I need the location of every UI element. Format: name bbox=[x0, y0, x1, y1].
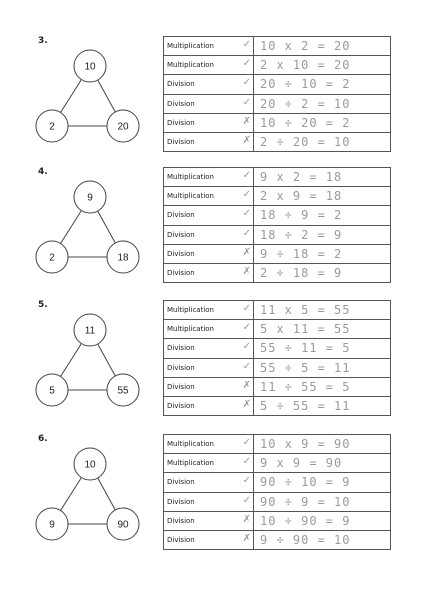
table-row bbox=[164, 132, 391, 151]
table-row bbox=[164, 377, 391, 396]
answer-cell: 11 x 5 = 55 bbox=[254, 301, 391, 320]
table-row bbox=[164, 435, 391, 454]
node-value-left: 2 bbox=[49, 252, 55, 264]
answer-cell: 5 ÷ 55 = 11 bbox=[254, 396, 391, 415]
triangle-edge bbox=[98, 211, 116, 243]
problem-number: 5. bbox=[38, 300, 48, 310]
operation-label: Division bbox=[167, 138, 195, 147]
operation-cell bbox=[164, 530, 254, 549]
cross-mark-icon: ✗ bbox=[242, 115, 251, 127]
triangle-edge bbox=[98, 80, 116, 112]
check-mark-icon: ✓ bbox=[242, 341, 251, 353]
problem-number: 6. bbox=[38, 434, 48, 444]
cross-mark-icon: ✗ bbox=[242, 246, 251, 258]
problem-number: 3. bbox=[38, 36, 48, 46]
answer-cell: 10 x 2 = 20 bbox=[254, 37, 391, 56]
triangle-edge bbox=[98, 344, 116, 376]
table-row bbox=[164, 37, 391, 56]
table-row bbox=[164, 454, 391, 473]
operation-cell bbox=[164, 454, 254, 473]
check-mark-icon: ✓ bbox=[242, 456, 251, 468]
node-value-left: 5 bbox=[49, 385, 55, 397]
problem-3 bbox=[0, 300, 435, 430]
table-row bbox=[164, 168, 391, 187]
check-mark-icon: ✓ bbox=[242, 227, 251, 239]
answer-cell: 2 ÷ 20 = 10 bbox=[254, 132, 391, 151]
table-row bbox=[164, 263, 391, 282]
cross-mark-icon: ✗ bbox=[242, 398, 251, 410]
operation-cell bbox=[164, 206, 254, 225]
triangle-edge bbox=[61, 211, 82, 244]
operation-cell bbox=[164, 225, 254, 244]
answer-cell: 20 ÷ 2 = 10 bbox=[254, 94, 391, 113]
check-mark-icon: ✓ bbox=[242, 39, 251, 50]
operation-label: Multiplication bbox=[167, 61, 214, 70]
operation-cell bbox=[164, 301, 254, 320]
answer-cell: 18 ÷ 2 = 9 bbox=[254, 225, 391, 244]
check-mark-icon: ✓ bbox=[242, 322, 251, 334]
fact-table bbox=[163, 167, 391, 283]
cross-mark-icon: ✗ bbox=[242, 134, 251, 146]
check-mark-icon: ✓ bbox=[242, 360, 251, 372]
table-row bbox=[164, 56, 391, 75]
check-mark-icon: ✓ bbox=[242, 189, 251, 201]
table-row bbox=[164, 473, 391, 492]
operation-label: Division bbox=[167, 230, 195, 239]
answer-cell: 90 ÷ 9 = 10 bbox=[254, 492, 391, 511]
answer-cell: 10 ÷ 90 = 9 bbox=[254, 511, 391, 530]
problem-number: 4. bbox=[38, 167, 48, 177]
operation-cell bbox=[164, 473, 254, 492]
triangle-edge bbox=[98, 478, 116, 510]
check-mark-icon: ✓ bbox=[242, 494, 251, 506]
table-row bbox=[164, 320, 391, 339]
operation-label: Division bbox=[167, 536, 195, 545]
cross-mark-icon: ✗ bbox=[242, 513, 251, 525]
answer-cell: 9 ÷ 18 = 2 bbox=[254, 244, 391, 263]
fact-table bbox=[163, 36, 391, 152]
operation-cell bbox=[164, 339, 254, 358]
node-value-right: 20 bbox=[117, 121, 129, 133]
operation-cell bbox=[164, 358, 254, 377]
answer-cell: 9 ÷ 90 = 10 bbox=[254, 530, 391, 549]
check-mark-icon: ✓ bbox=[242, 77, 251, 89]
table-row bbox=[164, 492, 391, 511]
table-row bbox=[164, 244, 391, 263]
operation-cell bbox=[164, 435, 254, 454]
operation-label: Multiplication bbox=[167, 325, 214, 334]
table-row bbox=[164, 396, 391, 415]
cross-mark-icon: ✗ bbox=[242, 379, 251, 391]
answer-cell: 9 x 2 = 18 bbox=[254, 168, 391, 187]
fact-family-triangle bbox=[0, 167, 160, 297]
answer-cell: 5 x 11 = 55 bbox=[254, 320, 391, 339]
table-row bbox=[164, 339, 391, 358]
triangle-edge bbox=[61, 344, 82, 377]
node-value-left: 2 bbox=[49, 121, 55, 133]
check-mark-icon: ✓ bbox=[242, 96, 251, 108]
operation-label: Division bbox=[167, 402, 195, 411]
triangle-edge bbox=[61, 478, 82, 511]
operation-label: Division bbox=[167, 382, 195, 391]
table-row bbox=[164, 301, 391, 320]
operation-label: Division bbox=[167, 118, 195, 127]
answer-cell: 9 x 9 = 90 bbox=[254, 454, 391, 473]
node-value-top: 11 bbox=[84, 325, 96, 337]
operation-cell bbox=[164, 75, 254, 94]
answer-cell: 55 ÷ 11 = 5 bbox=[254, 339, 391, 358]
operation-label: Division bbox=[167, 516, 195, 525]
cross-mark-icon: ✗ bbox=[242, 265, 251, 277]
node-value-top: 10 bbox=[84, 459, 96, 471]
table-row bbox=[164, 94, 391, 113]
operation-label: Division bbox=[167, 344, 195, 353]
check-mark-icon: ✓ bbox=[242, 170, 251, 181]
table-row bbox=[164, 225, 391, 244]
table-row bbox=[164, 511, 391, 530]
operation-label: Division bbox=[167, 99, 195, 108]
operation-cell bbox=[164, 113, 254, 132]
table-row bbox=[164, 530, 391, 549]
operation-cell bbox=[164, 511, 254, 530]
answer-cell: 10 x 9 = 90 bbox=[254, 435, 391, 454]
fact-table bbox=[163, 300, 391, 416]
node-value-right: 55 bbox=[117, 385, 129, 397]
operation-cell bbox=[164, 320, 254, 339]
operation-cell bbox=[164, 492, 254, 511]
operation-label: Multiplication bbox=[167, 192, 214, 201]
triangle-edge bbox=[61, 80, 82, 113]
answer-cell: 2 x 10 = 20 bbox=[254, 56, 391, 75]
check-mark-icon: ✓ bbox=[242, 437, 251, 448]
operation-cell bbox=[164, 396, 254, 415]
node-value-top: 10 bbox=[84, 61, 96, 73]
table-row bbox=[164, 187, 391, 206]
operation-label: Division bbox=[167, 80, 195, 89]
answer-cell: 2 ÷ 18 = 9 bbox=[254, 263, 391, 282]
node-value-right: 18 bbox=[117, 252, 129, 264]
answer-cell: 90 ÷ 10 = 9 bbox=[254, 473, 391, 492]
operation-cell bbox=[164, 94, 254, 113]
table-row bbox=[164, 358, 391, 377]
check-mark-icon: ✓ bbox=[242, 303, 251, 314]
node-value-left: 9 bbox=[49, 519, 55, 531]
fact-family-triangle bbox=[0, 36, 160, 166]
operation-label: Division bbox=[167, 269, 195, 278]
fact-table bbox=[163, 434, 391, 550]
operation-cell bbox=[164, 37, 254, 56]
fact-family-triangle bbox=[0, 434, 160, 564]
check-mark-icon: ✓ bbox=[242, 475, 251, 487]
table-row bbox=[164, 75, 391, 94]
table-row bbox=[164, 206, 391, 225]
operation-label: Multiplication bbox=[167, 173, 214, 182]
operation-cell bbox=[164, 168, 254, 187]
operation-cell bbox=[164, 263, 254, 282]
answer-cell: 11 ÷ 55 = 5 bbox=[254, 377, 391, 396]
operation-label: Division bbox=[167, 211, 195, 220]
cross-mark-icon: ✗ bbox=[242, 532, 251, 544]
answer-cell: 20 ÷ 10 = 2 bbox=[254, 75, 391, 94]
answer-cell: 18 ÷ 9 = 2 bbox=[254, 206, 391, 225]
problem-4 bbox=[0, 434, 435, 564]
operation-cell bbox=[164, 56, 254, 75]
problem-2 bbox=[0, 167, 435, 297]
answer-cell: 55 ÷ 5 = 11 bbox=[254, 358, 391, 377]
operation-label: Division bbox=[167, 363, 195, 372]
node-value-right: 90 bbox=[117, 519, 129, 531]
check-mark-icon: ✓ bbox=[242, 208, 251, 220]
operation-label: Division bbox=[167, 497, 195, 506]
operation-label: Division bbox=[167, 478, 195, 487]
problem-1 bbox=[0, 36, 435, 166]
operation-cell bbox=[164, 244, 254, 263]
check-mark-icon: ✓ bbox=[242, 58, 251, 70]
node-value-top: 9 bbox=[87, 192, 93, 204]
answer-cell: 2 x 9 = 18 bbox=[254, 187, 391, 206]
operation-label: Division bbox=[167, 249, 195, 258]
operation-cell bbox=[164, 187, 254, 206]
operation-cell bbox=[164, 132, 254, 151]
operation-label: Multiplication bbox=[167, 459, 214, 468]
operation-label: Multiplication bbox=[167, 306, 214, 315]
operation-label: Multiplication bbox=[167, 440, 214, 449]
operation-label: Multiplication bbox=[167, 42, 214, 51]
operation-cell bbox=[164, 377, 254, 396]
answer-cell: 10 ÷ 20 = 2 bbox=[254, 113, 391, 132]
fact-family-triangle bbox=[0, 300, 160, 430]
table-row bbox=[164, 113, 391, 132]
